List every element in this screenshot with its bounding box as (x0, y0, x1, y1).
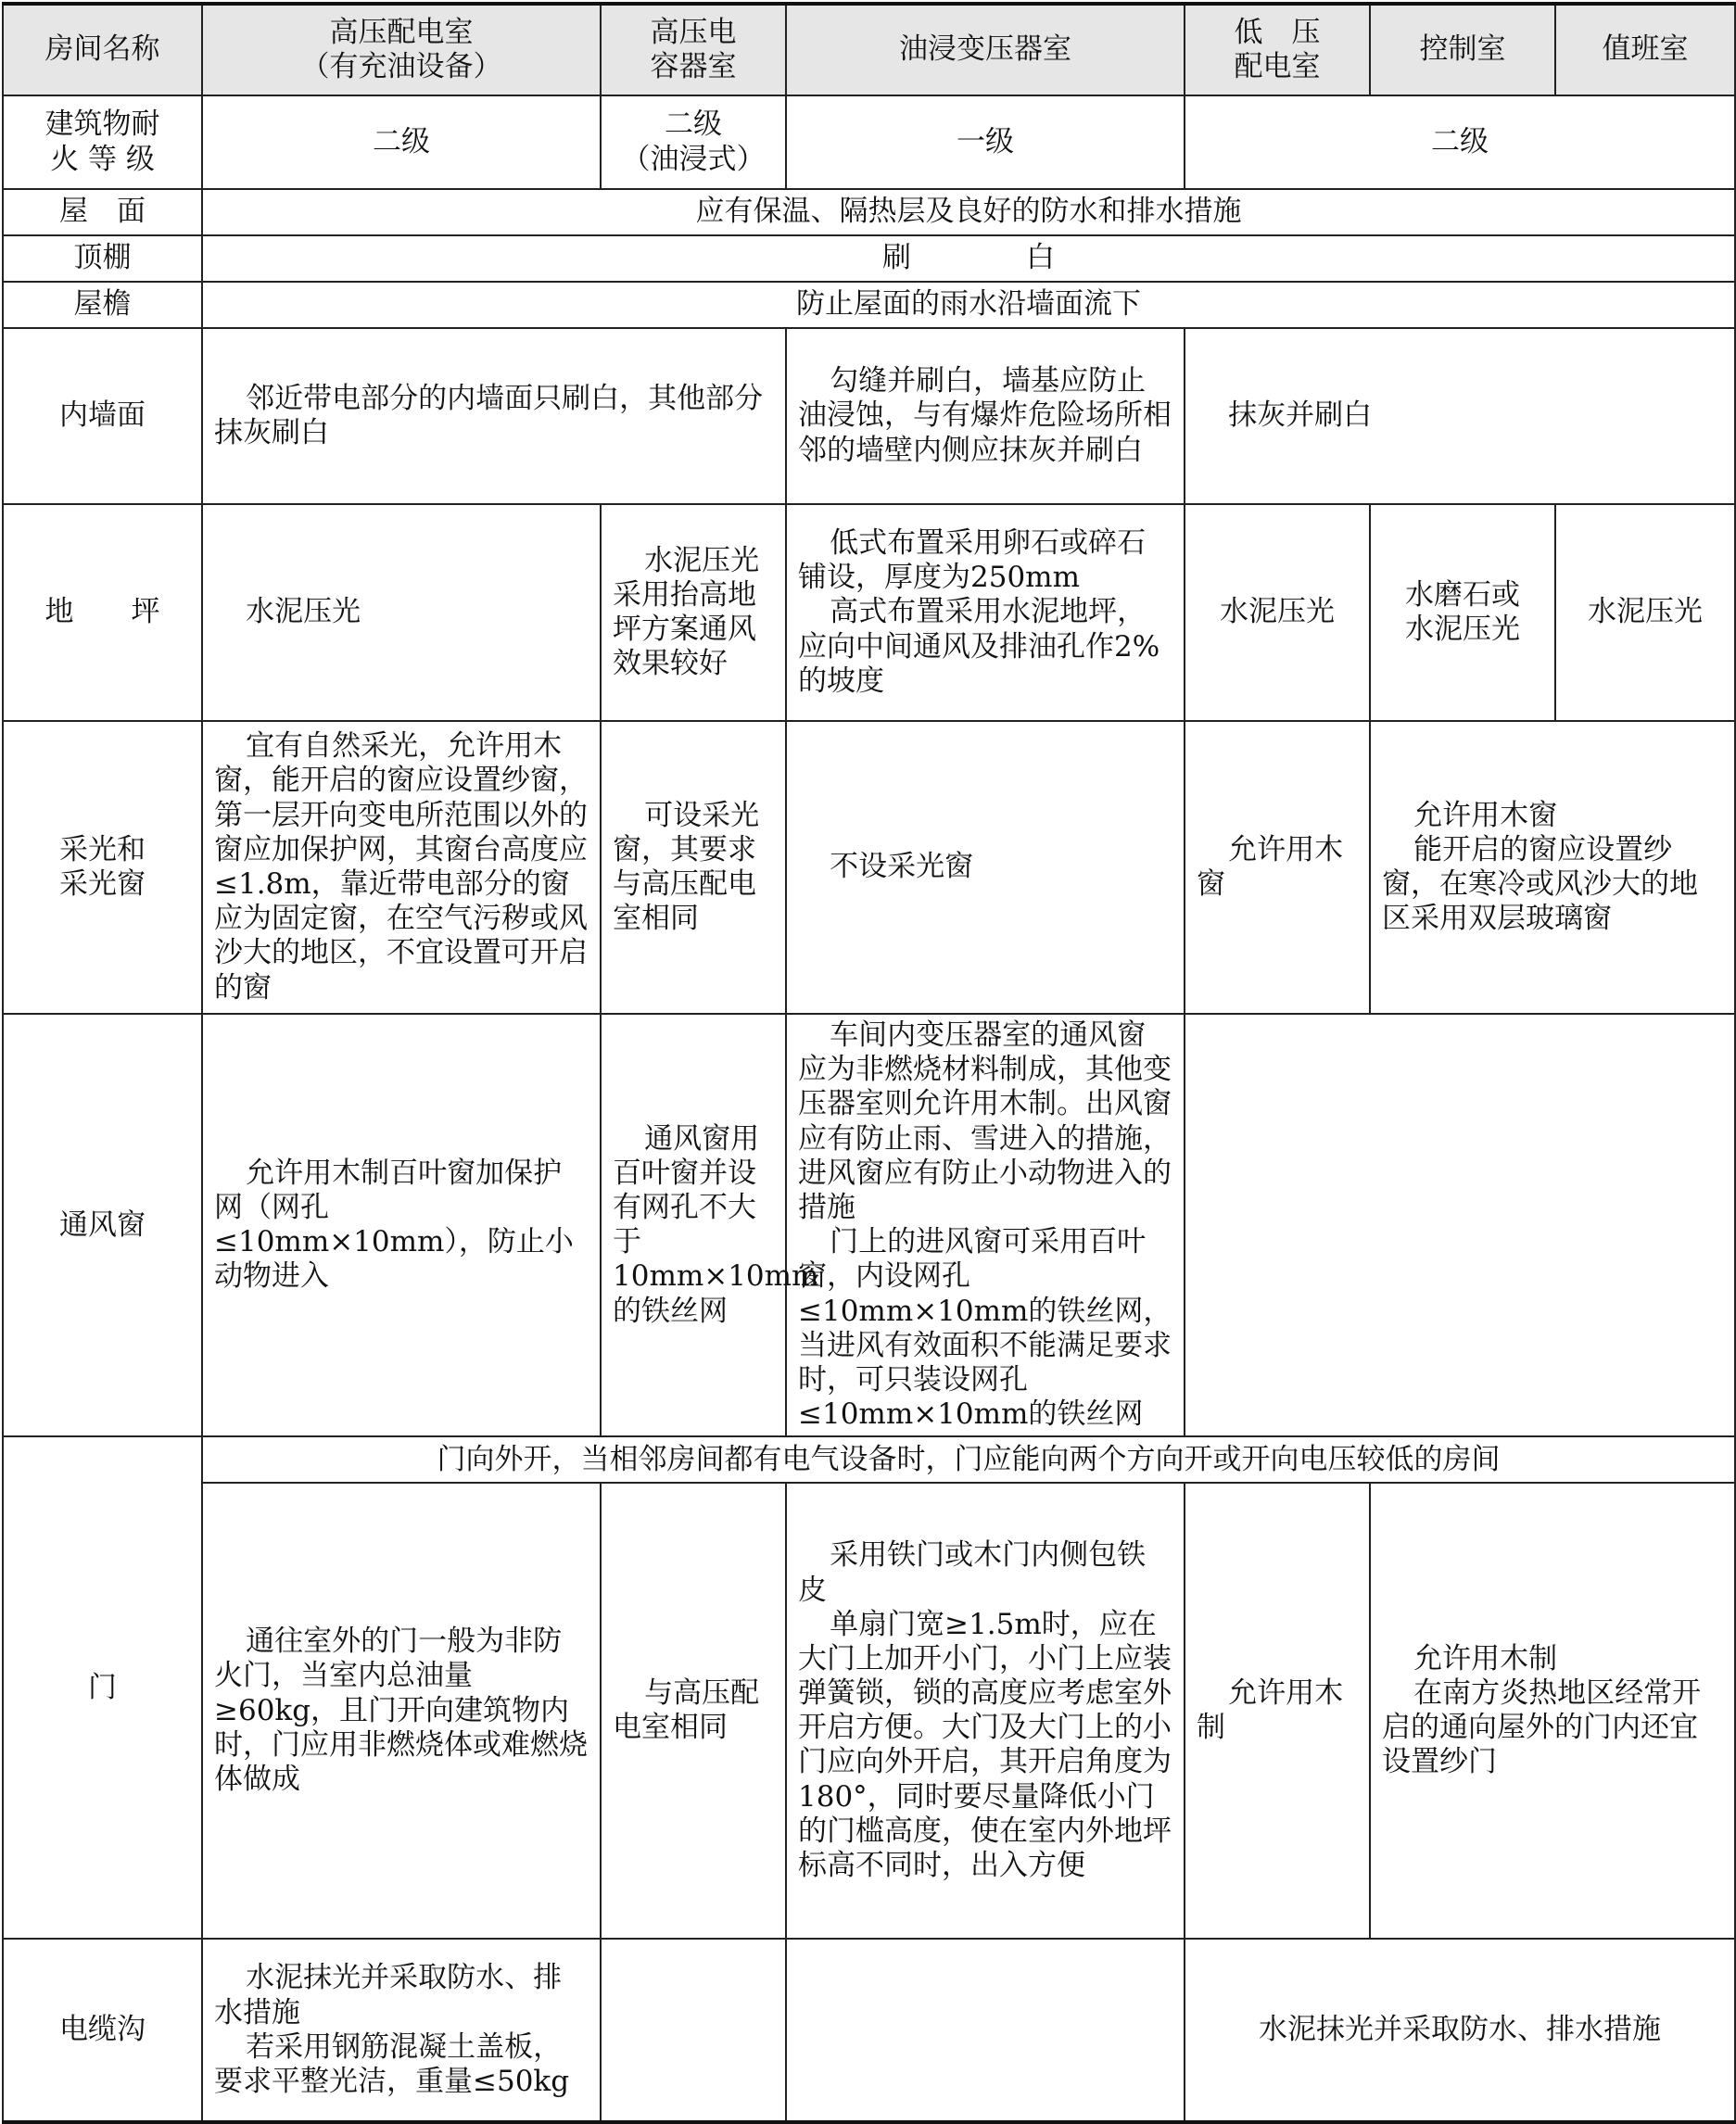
cell-value: 二级 （油浸式） (601, 95, 786, 189)
row-label: 采光和 采光窗 (3, 721, 202, 1014)
cell-value: 通风窗用百叶窗并设有网孔不大于10mm×10mm的铁丝网 (601, 1014, 786, 1436)
row-lighting (3, 721, 1735, 1014)
row-label: 屋 面 (3, 189, 202, 235)
cell-value: 邻近带电部分的内墙面只刷白，其他部分抹灰刷白 (202, 328, 786, 504)
cell-value: 水泥压光 (1555, 504, 1735, 721)
cell-value: 一级 (786, 95, 1185, 189)
row-roof (3, 189, 1735, 235)
row-door-general (3, 1436, 1735, 1483)
cell-value: 可设采光窗，其要求与高压配电室相同 (601, 721, 786, 1014)
row-label: 内墙面 (3, 328, 202, 504)
row-label: 顶棚 (3, 235, 202, 282)
cell-value: 水泥抹光并采取防水、排水措施 (1185, 1939, 1735, 2122)
cell-value: 不设采光窗 (786, 721, 1185, 1014)
cell-value: 二级 (202, 95, 601, 189)
header-hv-room: 高压配电室 （有充油设备） (202, 4, 601, 95)
cell-value: 水泥抹光并采取防水、排水措施 若采用钢筋混凝土盖板，要求平整光洁，重量≤50kg (202, 1939, 601, 2122)
cell-value: 抹灰并刷白 (1185, 328, 1735, 504)
cell-empty (1185, 1014, 1735, 1436)
row-door (3, 1483, 1735, 1939)
row-label: 屋檐 (3, 282, 202, 328)
row-ventilation (3, 1014, 1735, 1436)
cell-value: 允许用木制百叶窗加保护网（网孔≤10mm×10mm），防止小动物进入 (202, 1014, 601, 1436)
cell-value: 与高压配电室相同 (601, 1483, 786, 1939)
cell-empty (786, 1939, 1185, 2122)
header-control-room: 控制室 (1370, 4, 1555, 95)
row-cable-trench (3, 1939, 1735, 2122)
cell-value: 允许用木制 在南方炎热地区经常开启的通向屋外的门内还宜设置纱门 (1370, 1483, 1735, 1939)
cell-value: 防止屋面的雨水沿墙面流下 (202, 282, 1735, 328)
row-inner-wall (3, 328, 1735, 504)
row-floor (3, 504, 1735, 721)
row-label: 通风窗 (3, 1014, 202, 1436)
cell-value: 水磨石或 水泥压光 (1370, 504, 1555, 721)
cell-value: 勾缝并刷白，墙基应防止油浸蚀，与有爆炸危险场所相邻的墙壁内侧应抹灰并刷白 (786, 328, 1185, 504)
cell-value: 水泥压光 (202, 504, 601, 721)
row-eaves (3, 282, 1735, 328)
cell-value: 应有保温、隔热层及良好的防水和排水措施 (202, 189, 1735, 235)
cell-value: 通往室外的门一般为非防火门，当室内总油量≥60kg，且门开向建筑物内时，门应用非燃烧体或难燃烧体做成 (202, 1483, 601, 1939)
room-requirements-table (2, 2, 1736, 2124)
cell-value: 车间内变压器室的通风窗应为非燃烧材料制成，其他变压器室则允许用木制。出风窗应有防止雨、雪进入的措施，进风窗应有防止小动物进入的措施 门上的进风窗可采用百叶窗，内设网孔≤10mm×10mm的铁丝网，当进风有效面积不能满足要求时，可只装设网孔≤10mm×10mm的铁丝网 (786, 1014, 1185, 1436)
cell-value: 水泥压光采用抬高地坪方案通风效果较好 (601, 504, 786, 721)
header-oil-transformer-room: 油浸变压器室 (786, 4, 1185, 95)
header-duty-room: 值班室 (1555, 4, 1735, 95)
cell-value: 允许用木窗 (1185, 721, 1370, 1014)
row-fire-rating (3, 95, 1735, 189)
header-row (3, 4, 1735, 95)
cell-value: 允许用木窗 能开启的窗应设置纱窗，在寒冷或风沙大的地区采用双层玻璃窗 (1370, 721, 1735, 1014)
row-ceiling (3, 235, 1735, 282)
cell-value: 宜有自然采光，允许用木窗，能开启的窗应设置纱窗，第一层开向变电所范围以外的窗应加保护网，其窗台高度应≤1.8m，靠近带电部分的窗应为固定窗，在空气污秽或风沙大的地区，不宜设置可开启的窗 (202, 721, 601, 1014)
row-label: 门 (3, 1436, 202, 1939)
row-label: 建筑物耐 火 等 级 (3, 95, 202, 189)
header-lv-room: 低 压 配电室 (1185, 4, 1370, 95)
cell-value: 二级 (1185, 95, 1735, 189)
cell-value: 刷 白 (202, 235, 1735, 282)
cell-value: 门向外开，当相邻房间都有电气设备时，门应能向两个方向开或开向电压较低的房间 (202, 1436, 1735, 1483)
cell-value: 水泥压光 (1185, 504, 1370, 721)
cell-value: 允许用木制 (1185, 1483, 1370, 1939)
row-label: 电缆沟 (3, 1939, 202, 2122)
header-hv-cap-room: 高压电 容器室 (601, 4, 786, 95)
row-label: 地 坪 (3, 504, 202, 721)
cell-value: 低式布置采用卵石或碎石铺设，厚度为250mm 高式布置采用水泥地坪，应向中间通风及排油孔作2%的坡度 (786, 504, 1185, 721)
cell-value: 采用铁门或木门内侧包铁皮 单扇门宽≥1.5m时，应在大门上加开小门，小门上应装弹簧锁，锁的高度应考虑室外开启方便。大门及大门上的小门应向外开启，其开启角度为180°，同时要尽量降低小门的门槛高度，使在室内外地坪标高不同时，出入方便 (786, 1483, 1185, 1939)
cell-empty (601, 1939, 786, 2122)
header-room-name: 房间名称 (3, 4, 202, 95)
